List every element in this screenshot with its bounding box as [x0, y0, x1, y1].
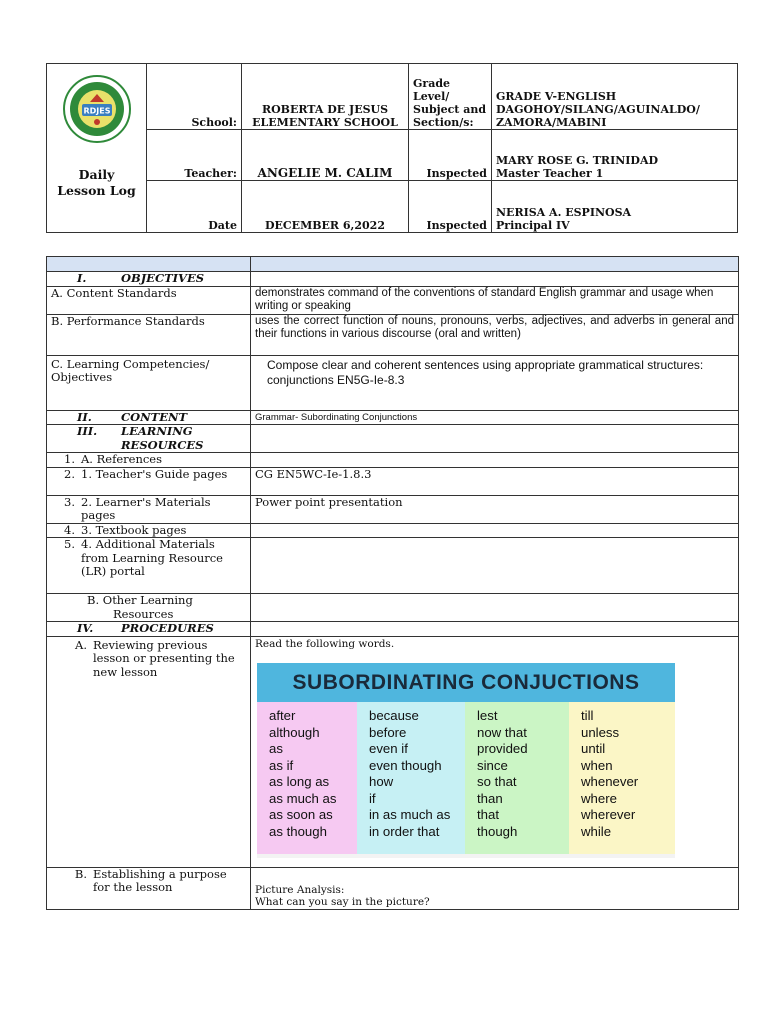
resources-row — [47, 425, 739, 453]
conj-column-1 — [257, 702, 357, 854]
school-logo-icon — [62, 74, 132, 144]
conj-word: provided — [477, 741, 528, 756]
conj-word: because — [369, 708, 419, 723]
ref-2-row — [47, 467, 739, 495]
proc-a-row — [47, 636, 739, 867]
other-resources-row — [47, 594, 739, 622]
conj-word: as much as — [269, 790, 337, 806]
conjunctions-title: SUBORDINATING CONJUCTIONS — [257, 663, 675, 702]
conjunctions-chart — [257, 663, 675, 858]
conj-word: how — [369, 774, 394, 789]
conj-word: even if — [369, 741, 408, 756]
conj-word: as if — [269, 757, 294, 773]
objectives-row — [47, 272, 739, 287]
ref-4-row — [47, 523, 739, 538]
proc-b-row — [47, 867, 739, 909]
proc-b-value-2: What can you say in the picture? — [255, 895, 430, 908]
section-content: II. CONTENT — [47, 410, 251, 425]
competencies-label: C. Learning Competencies/ Objectives — [47, 355, 251, 410]
performance-standards-value: uses the correct function of nouns, pronouns, verbs, adjectives, and adverbs in general and their functions in various discourse (oral and written) — [251, 314, 739, 355]
conj-word: if — [369, 790, 376, 806]
conj-word: before — [369, 724, 407, 740]
ref-2-label: 2. 1. Teacher's Guide pages — [47, 467, 251, 495]
proc-a-content — [251, 636, 739, 867]
conj-word: even though — [369, 757, 442, 773]
ref-1-row — [47, 453, 739, 468]
performance-standards-label: B. Performance Standards — [47, 314, 251, 355]
proc-b-content — [251, 867, 739, 909]
content-row — [47, 410, 739, 425]
ref-1-label: 1. A. References — [47, 453, 251, 468]
conj-word: since — [477, 757, 508, 773]
performance-standards-row — [47, 314, 739, 355]
ref-5-row — [47, 538, 739, 594]
conj-word: though — [477, 823, 518, 839]
ref-5-label: 5. 4. Additional Materials from Learning Resource (LR) portal — [47, 538, 251, 594]
logo-cell — [47, 64, 147, 233]
content-value: Grammar- Subordinating Conjunctions — [251, 410, 739, 425]
conj-word: when — [581, 757, 613, 773]
teacher-label: Teacher: — [147, 130, 242, 181]
lesson-table — [46, 256, 739, 910]
header-table — [46, 63, 738, 233]
conj-word: lest — [477, 708, 498, 723]
competencies-row — [47, 355, 739, 410]
conj-word: so that — [477, 774, 517, 789]
other-resources-label: B. Other Learning Resources — [47, 594, 251, 622]
proc-a-value: Read the following words. — [255, 637, 395, 650]
conj-column-2 — [357, 702, 465, 854]
conj-word: as — [269, 741, 283, 756]
conj-word: in as much as — [369, 807, 451, 822]
inspected-label-1: Inspected — [409, 130, 492, 181]
conj-column-3 — [465, 702, 569, 854]
conj-word: where — [581, 790, 617, 806]
conj-word: although — [269, 724, 320, 740]
school-value: ROBERTA DE JESUS ELEMENTARY SCHOOL — [242, 64, 409, 130]
content-standards-label: A. Content Standards — [47, 286, 251, 314]
conj-word: whenever — [581, 774, 639, 789]
doc-title: Daily Lesson Log — [57, 167, 136, 198]
conj-word: till — [581, 708, 594, 723]
ref-4-label: 4. 3. Textbook pages — [47, 523, 251, 538]
conj-word: wherever — [581, 807, 636, 822]
inspected-label-2: Inspected — [409, 181, 492, 233]
conj-word: while — [581, 823, 612, 839]
procedures-row — [47, 622, 739, 637]
conj-word: as though — [269, 823, 327, 839]
inspector-2: NERISA A. ESPINOSA Principal IV — [492, 181, 738, 233]
proc-a-label: A. Reviewing previous lesson or presenting the new lesson — [47, 636, 251, 867]
content-standards-row — [47, 286, 739, 314]
proc-b-label: B. Establishing a purpose for the lesson — [47, 867, 251, 909]
conj-word: that — [477, 807, 499, 822]
logo-center-text: RDJES — [82, 106, 111, 116]
section-resources: III. LEARNING RESOURCES — [47, 425, 251, 453]
school-label: School: — [147, 64, 242, 130]
teacher-value: ANGELIE M. CALIM — [242, 130, 409, 181]
conj-word: until — [581, 741, 606, 756]
conj-word: in order that — [369, 823, 440, 839]
table-header-row — [47, 257, 739, 272]
content-standards-value: demonstrates command of the conventions of standard English grammar and usage when writing or speaking — [251, 286, 739, 314]
conj-column-4 — [569, 702, 675, 854]
conj-word: as long as — [269, 774, 330, 789]
conj-word: than — [477, 790, 503, 806]
conj-word: now that — [477, 724, 527, 740]
date-label: Date — [147, 181, 242, 233]
grade-value: GRADE V-ENGLISH DAGOHOY/SILANG/AGUINALDO/ ZAMORA/MABINI — [492, 64, 738, 130]
section-procedures: IV. PROCEDURES — [47, 622, 251, 637]
inspector-1: MARY ROSE G. TRINIDAD Master Teacher 1 — [492, 130, 738, 181]
conj-word: unless — [581, 724, 620, 740]
conj-word: after — [269, 708, 296, 723]
ref-3-row — [47, 495, 739, 523]
date-value: DECEMBER 6,2022 — [242, 181, 409, 233]
conj-word: as soon as — [269, 807, 333, 822]
ref-3-value: Power point presentation — [251, 495, 739, 523]
ref-2-value: CG EN5WC-Ie-1.8.3 — [251, 467, 739, 495]
grade-label: Grade Level/ Subject and Section/s: — [409, 64, 492, 130]
section-objectives: I. OBJECTIVES — [47, 272, 251, 287]
competencies-value: Compose clear and coherent sentences using appropriate grammatical structures: conjunctions EN5G-Ie-8.3 — [251, 355, 739, 410]
ref-3-label: 3. 2. Learner's Materials pages — [47, 495, 251, 523]
proc-b-value-1: Picture Analysis: — [255, 883, 345, 896]
